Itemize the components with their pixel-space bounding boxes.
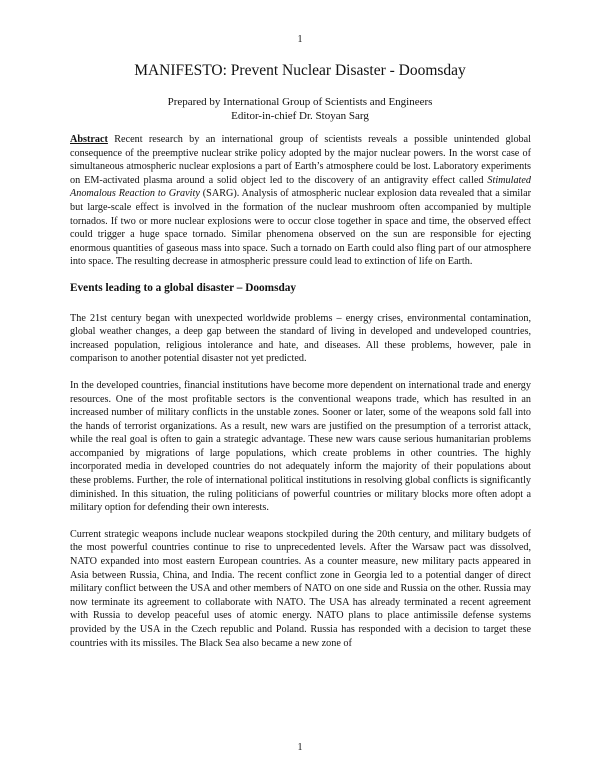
editor: Editor-in-chief Dr. Stoyan Sarg: [231, 110, 369, 122]
abstract-term: Stimulated Anomalous Reaction to Gravity: [70, 174, 531, 200]
abstract-text-2: (SARG). Analysis of atmospheric nuclear explosion data revealed that a similar but large-scale effect is involved in the formation of the nuclear mushroom often accompanied by multiple tornados. If two or more nuclear explosions were to occur close together in space and time, the observed effect could trigger a huge space tornado. Similar phenomena observed on the sun are responsible for ejecting enormous quantities of gaseous mass into space. Such a tornado on Earth could also fling part of our atmosphere into space. The resulting decrease in atmospheric pressure could lead to extinction of life on Earth.: [70, 188, 531, 268]
section-heading: Events leading to a global disaster – Doomsday: [70, 281, 297, 294]
byline: [0, 95, 600, 123]
body-paragraph-2: In the developed countries, financial institutions have become more dependent on international trade and energy resources. One of the most profitable sectors is the conventional weapons trade, which has resulted in an increased number of military conflicts in the unstable zones. Sooner or later, some of the weapons sold fall into the hands of terrorist organizations. As a result, new wars are justified on the presumption of a terrorist attack, while the real goal is often to gain a strategic advantage. These new wars cause serious humanitarian problems accompanied by migrations of large populations, which create problems in other countries. The highly incorporated media in developed countries do not adequately inform the majority of their populations about these problems. Further, the role of international political institutions in resolving global conflicts is significantly diminished. In this situation, the ruling politicians of powerful countries or military blocks more often adopt a military option for defending their own interests.: [70, 379, 531, 514]
abstract-paragraph: [70, 133, 531, 269]
page-number-top: 1: [297, 34, 303, 45]
body-paragraph-1: The 21st century began with unexpected worldwide problems – energy crises, environmental contamination, global weather changes, a deep gap between the standard of living in developed and undeveloped countries, increased population, religious intolerance and hate, and diseases. All these problems, however, pale in comparison to another potential disaster not yet predicted.: [70, 312, 531, 365]
document-body: [70, 133, 531, 663]
prepared-by: Prepared by International Group of Scientists and Engineers: [167, 96, 433, 108]
body-paragraph-3: Current strategic weapons include nuclear weapons stockpiled during the 20th century, and military budgets of the most powerful countries continue to rise to unprecedented levels. After the Warsaw pact was dissolved, NATO expanded into most eastern European countries. As a counter measure, new military pacts appeared in Asia between Russia, China, and India. The recent conflict zone in Georgia led to a potential danger of direct military conflict between the USA and other members of NATO on one side and Russia on the other. Russia may now terminate its agreement to collaborate with NATO. The USA has already terminated a recent agreement with Russia to develop peaceful uses of atomic energy. NATO plans to place antimissile defense systems provided by the USA in the Czech republic and Poland. Russia has responded with a decision to target these countries with its missiles. The Black Sea also became a new zone of: [70, 528, 531, 649]
abstract-text-1: Recent research by an international group of scientists reveals a possible unintended global consequence of the preemptive nuclear strike policy adopted by the major nuclear powers. In the worst case of simultaneous atmospheric nuclear explosions a part of Earth’s atmosphere could be lost. Laboratory experiments on EM-activated plasma around a solid object led to the discovery of an antigravity effect called: [70, 134, 531, 186]
abstract-label: Abstract: [70, 134, 108, 145]
document-title: MANIFESTO: Prevent Nuclear Disaster - Doomsday: [134, 62, 466, 79]
page-number-bottom: 1: [297, 742, 303, 753]
